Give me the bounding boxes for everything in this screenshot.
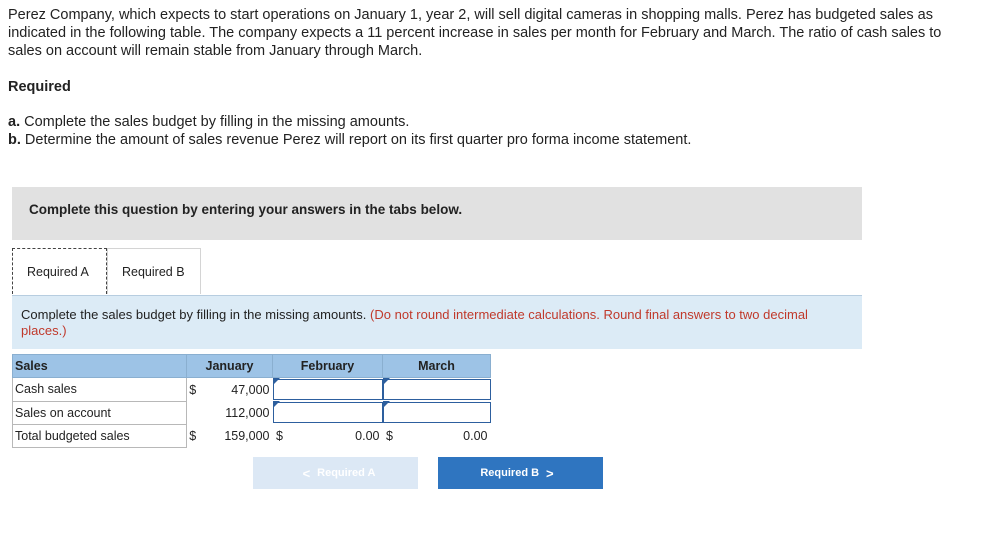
tab-required-b-label: Required B — [122, 264, 185, 279]
account-sales-march-input[interactable] — [383, 402, 491, 423]
currency-symbol: $ — [189, 428, 197, 443]
required-heading: Required — [8, 79, 71, 95]
prev-button-label: Required A — [317, 467, 376, 479]
panel-text: Complete the sales budget by filling in the missing amounts. — [21, 307, 367, 322]
tab-required-b[interactable] — [107, 248, 201, 294]
cash-sales-february-cell[interactable] — [273, 378, 383, 402]
input-flag-icon — [273, 378, 280, 385]
header-sales: Sales — [13, 355, 187, 378]
requirement-b-letter: b. — [8, 132, 21, 148]
requirement-b-text: Determine the amount of sales revenue Perez will report on its first quarter pro forma income statement. — [24, 132, 692, 148]
problem-intro: Perez Company, which expects to start operations on January 1, year 2, will sell digital cameras in shopping malls. Perez has budgeted sales as indicated in the following table. The company expects a 11 percent increase in sales per month for February and March. The ratio of cash sales to sales on account will remain stable from January through March. — [8, 7, 942, 59]
table-row — [13, 378, 491, 402]
header-january: January — [187, 355, 273, 378]
total-sales-february: 0.00 — [355, 428, 380, 443]
requirement-b — [8, 131, 691, 149]
account-sales-february-cell[interactable] — [273, 401, 383, 424]
panel-note: (Do not round intermediate calculations. Round final answers to two decimal places.) — [21, 307, 808, 338]
currency-symbol — [187, 401, 199, 424]
total-sales-january: 159,000 — [224, 428, 270, 443]
instruction-text: Complete this question by entering your answers in the tabs below. — [29, 202, 463, 217]
row-label: Total budgeted sales — [13, 424, 187, 447]
requirement-a — [8, 113, 691, 131]
table-row — [13, 401, 491, 424]
account-sales-february-input[interactable] — [273, 402, 383, 423]
currency-symbol: $ — [276, 428, 283, 443]
account-sales-january: 112,000 — [225, 405, 270, 420]
account-sales-march-cell[interactable] — [383, 401, 491, 424]
sales-budget-table — [12, 354, 491, 448]
header-march: March — [383, 355, 491, 378]
total-sales-march: 0.00 — [463, 428, 488, 443]
input-flag-icon — [273, 401, 280, 408]
cash-sales-march-cell[interactable] — [383, 378, 491, 402]
chevron-left-icon: < — [302, 465, 311, 481]
panel-instruction — [21, 307, 851, 339]
instruction-box — [12, 187, 862, 240]
table-header-row — [13, 355, 491, 378]
row-label: Cash sales — [13, 378, 187, 402]
cash-sales-march-input[interactable] — [383, 379, 491, 400]
input-flag-icon — [383, 401, 390, 408]
requirement-a-letter: a. — [8, 114, 21, 130]
table-row — [13, 424, 491, 447]
question-panel — [12, 295, 862, 349]
header-february: February — [273, 355, 383, 378]
cash-sales-january: 47,000 — [231, 382, 270, 397]
currency-symbol: $ — [386, 428, 393, 443]
tab-required-a[interactable] — [12, 248, 107, 294]
requirements-list — [8, 113, 691, 149]
prev-required-a-button[interactable] — [253, 457, 418, 489]
next-button-label: Required B — [480, 467, 540, 479]
chevron-right-icon: > — [546, 465, 554, 481]
row-label: Sales on account — [13, 401, 187, 424]
cash-sales-february-input[interactable] — [273, 379, 383, 400]
tab-required-a-label: Required A — [27, 264, 89, 279]
requirement-a-text: Complete the sales budget by filling in the missing amounts. — [24, 114, 410, 130]
next-required-b-button[interactable] — [438, 457, 603, 489]
currency-symbol: $ — [189, 382, 197, 397]
input-flag-icon — [383, 378, 390, 385]
